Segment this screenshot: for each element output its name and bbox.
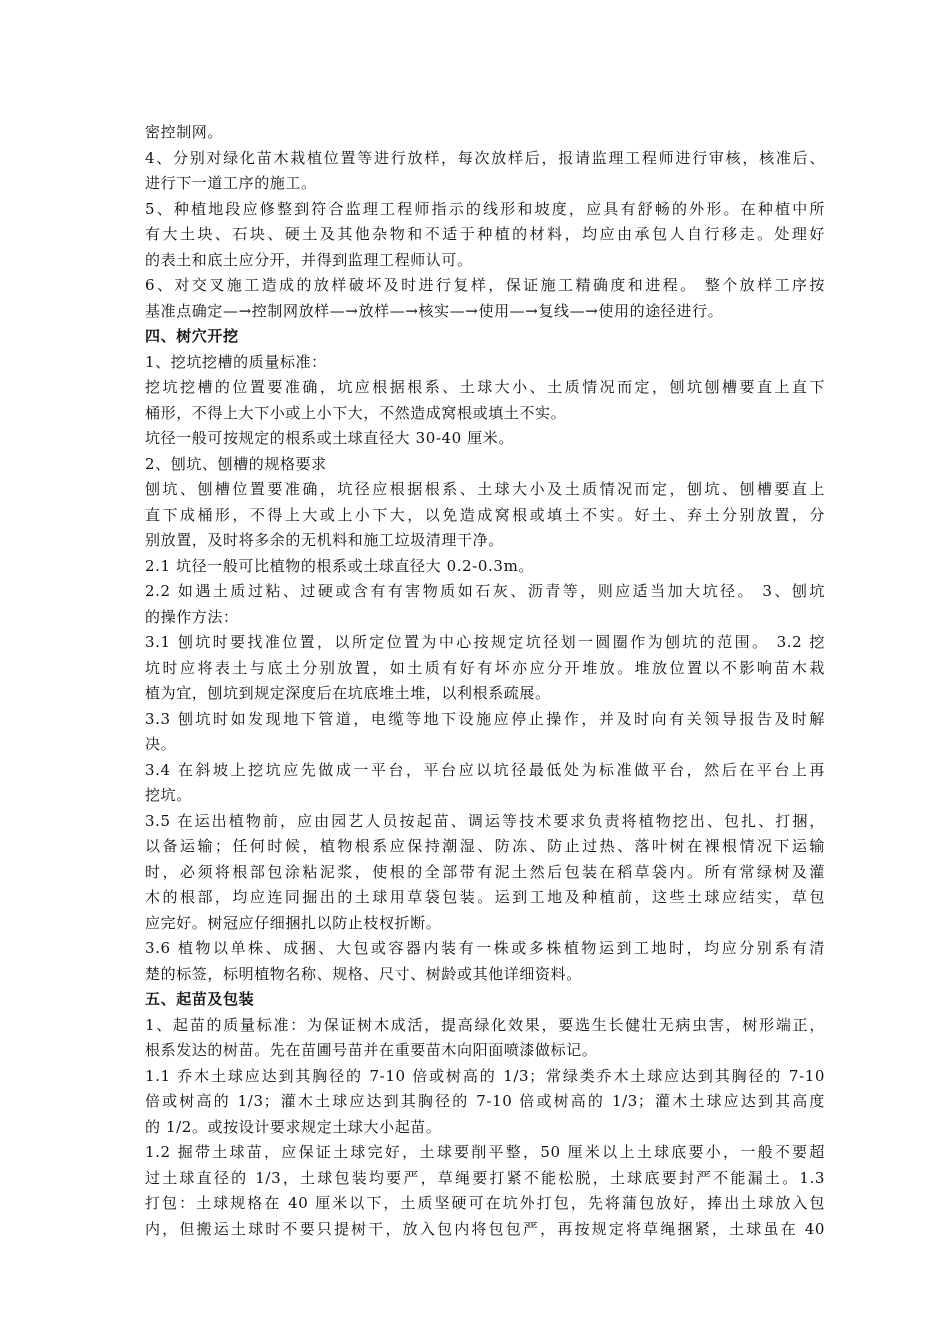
paragraph-line: 挖坑挖槽的位置要准确，坑应根据根系、土球大小、土质情况而定，刨坑刨槽要直上直下 xyxy=(145,378,825,396)
paragraph-line: 决。 xyxy=(145,735,177,753)
paragraph-line: 3.4 在斜坡上挖坑应先做成一平台，平台应以坑径最低处为标准做平台，然后在平台上再 xyxy=(145,760,825,779)
paragraph-line: 刨坑、刨槽位置要准确，坑径应根据根系、土球大小及土质情况而定，刨坑、刨槽要直上 xyxy=(145,480,825,498)
paragraph-line: 挖坑。 xyxy=(145,786,192,804)
paragraph-line: 楚的标签，标明植物名称、规格、尺寸、树龄或其他详细资料。 xyxy=(145,964,582,983)
paragraph-line: 4、分别对绿化苗木栽植位置等进行放样，每次放样后，报请监理工程师进行审核，核准后、 xyxy=(145,148,825,167)
paragraph-line: 以备运输；任何时候，植物根系应保持潮湿、防冻、防止过热、落叶树在裸根情况下运输 xyxy=(145,837,825,855)
paragraph-line: 桶形，不得上大下小或上小下大，不然造成窝根或填土不实。 xyxy=(145,403,567,422)
paragraph-line: 的 1/2。或按设计要求规定土球大小起苗。 xyxy=(145,1117,442,1136)
paragraph-line: 1、起苗的质量标准：为保证树木成活，提高绿化效果，要选生长健壮无病虫害，树形端正， xyxy=(145,1015,825,1034)
paragraph-line: 植为宜，刨坑到规定深度后在坑底堆土堆，以利根系疏展。 xyxy=(145,684,551,702)
paragraph-line: 1、挖坑挖槽的质量标准： xyxy=(145,352,327,371)
paragraph-line: 打包：土球规格在 40 厘米以下，土质坚硬可在坑外打包，先将蒲包放好，捧出土球放入包 xyxy=(145,1194,825,1212)
paragraph-line: 应完好。树冠应仔细捆扎以防止枝杈折断。 xyxy=(145,913,442,932)
paragraph-line: 有大土块、石块、硬土及其他杂物和不适于种植的材料，均应由承包人自行移走。处理好 xyxy=(145,225,825,243)
paragraph-line: 3.5 在运出植物前，应由园艺人员按起苗、调运等技术要求负责将植物挖出、包扎、打捆， xyxy=(145,811,825,830)
paragraph-line: 2.1 坑径一般可比植物的根系或土球直径大 0.2-0.3m。 xyxy=(145,556,534,575)
paragraph-line: 时，必须将根部包涂粘泥浆，使根的全部带有泥土然后包装在稻草袋内。所有常绿树及灌 xyxy=(145,862,825,881)
section-heading: 五、起苗及包装 xyxy=(145,990,255,1008)
paragraph-line: 5、种植地段应修整到符合监理工程师指示的线形和坡度，应具有舒畅的外形。在种植中所 xyxy=(145,199,825,218)
paragraph-line: 坑时应将表土与底土分别放置，如土质有好有坏亦应分开堆放。堆放位置以不影响苗木栽 xyxy=(145,658,825,677)
paragraph-line: 的操作方法： xyxy=(145,607,239,626)
paragraph-line: 直下成桶形，不得上大或上小下大，以免造成窝根或填土不实。好土、弃土分别放置，分 xyxy=(145,505,825,524)
section-heading: 四、树穴开挖 xyxy=(145,327,239,345)
paragraph-line: 内，但搬运土球时不要只提树干，放入包内将包包严，再按规定将草绳捆紧，土球虽在 40 xyxy=(145,1219,825,1238)
paragraph-line: 2、刨坑、刨槽的规格要求 xyxy=(145,454,327,473)
paragraph-line: 别放置，及时将多余的无机料和施工垃圾清理干净。 xyxy=(145,531,504,549)
paragraph-line: 1.1 乔木土球应达到其胸径的 7-10 倍或树高的 1/3；常绿类乔木土球应达到其胸径的 7-10 xyxy=(145,1066,825,1085)
document-page xyxy=(145,120,825,1242)
paragraph-line: 的表土和底土应分开，并得到监理工程师认可。 xyxy=(145,250,473,269)
paragraph-line: 3.1 刨坑时要找准位置，以所定位置为中心按规定坑径划一圆圈作为刨坑的范围。 3.2 挖 xyxy=(145,633,825,651)
paragraph-line: 3.3 刨坑时如发现地下管道，电缆等地下设施应停止操作，并及时向有关领导报告及时解 xyxy=(145,709,825,728)
paragraph-line: 2.2 如遇土质过粘、过硬或含有有害物质如石灰、沥青等，则应适当加大坑径。 3、刨坑 xyxy=(145,582,825,600)
paragraph-line: 密控制网。 xyxy=(145,123,224,141)
paragraph-line: 坑径一般可按规定的根系或土球直径大 30-40 厘米。 xyxy=(145,429,514,447)
paragraph-line: 过土球直径的 1/3，土球包装均要严，草绳要打紧不能松脱，土球底要封严不能漏土。1.3 xyxy=(145,1168,825,1187)
paragraph-line: 6、对交叉施工造成的放样破坏及时进行复样，保证施工精确度和进程。 整个放样工序按 xyxy=(145,276,825,294)
paragraph-line: 木的根部，均应连同掘出的土球用草袋包装。运到工地及种植前，这些土球应结实，草包 xyxy=(145,888,825,906)
paragraph-line: 1.2 掘带土球苗，应保证土球完好，土球要削平整，50 厘米以上土球底要小，一般不要超 xyxy=(145,1143,825,1161)
paragraph-line: 基准点确定—→控制网放样—→放样—→核实—→使用—→复线—→使用的途径进行。 xyxy=(145,301,724,320)
paragraph-line: 根系发达的树苗。先在苗圃号苗并在重要苗木向阳面喷漆做标记。 xyxy=(145,1041,598,1059)
paragraph-line: 3.6 植物以单株、成捆、大包或容器内装有一株或多株植物运到工地时，均应分别系有清 xyxy=(145,939,825,957)
paragraph-line: 进行下一道工序的施工。 xyxy=(145,174,317,192)
paragraph-line: 倍或树高的 1/3；灌木土球应达到其胸径的 7-10 倍或树高的 1/3；灌木土球应达到其高度 xyxy=(145,1092,825,1110)
